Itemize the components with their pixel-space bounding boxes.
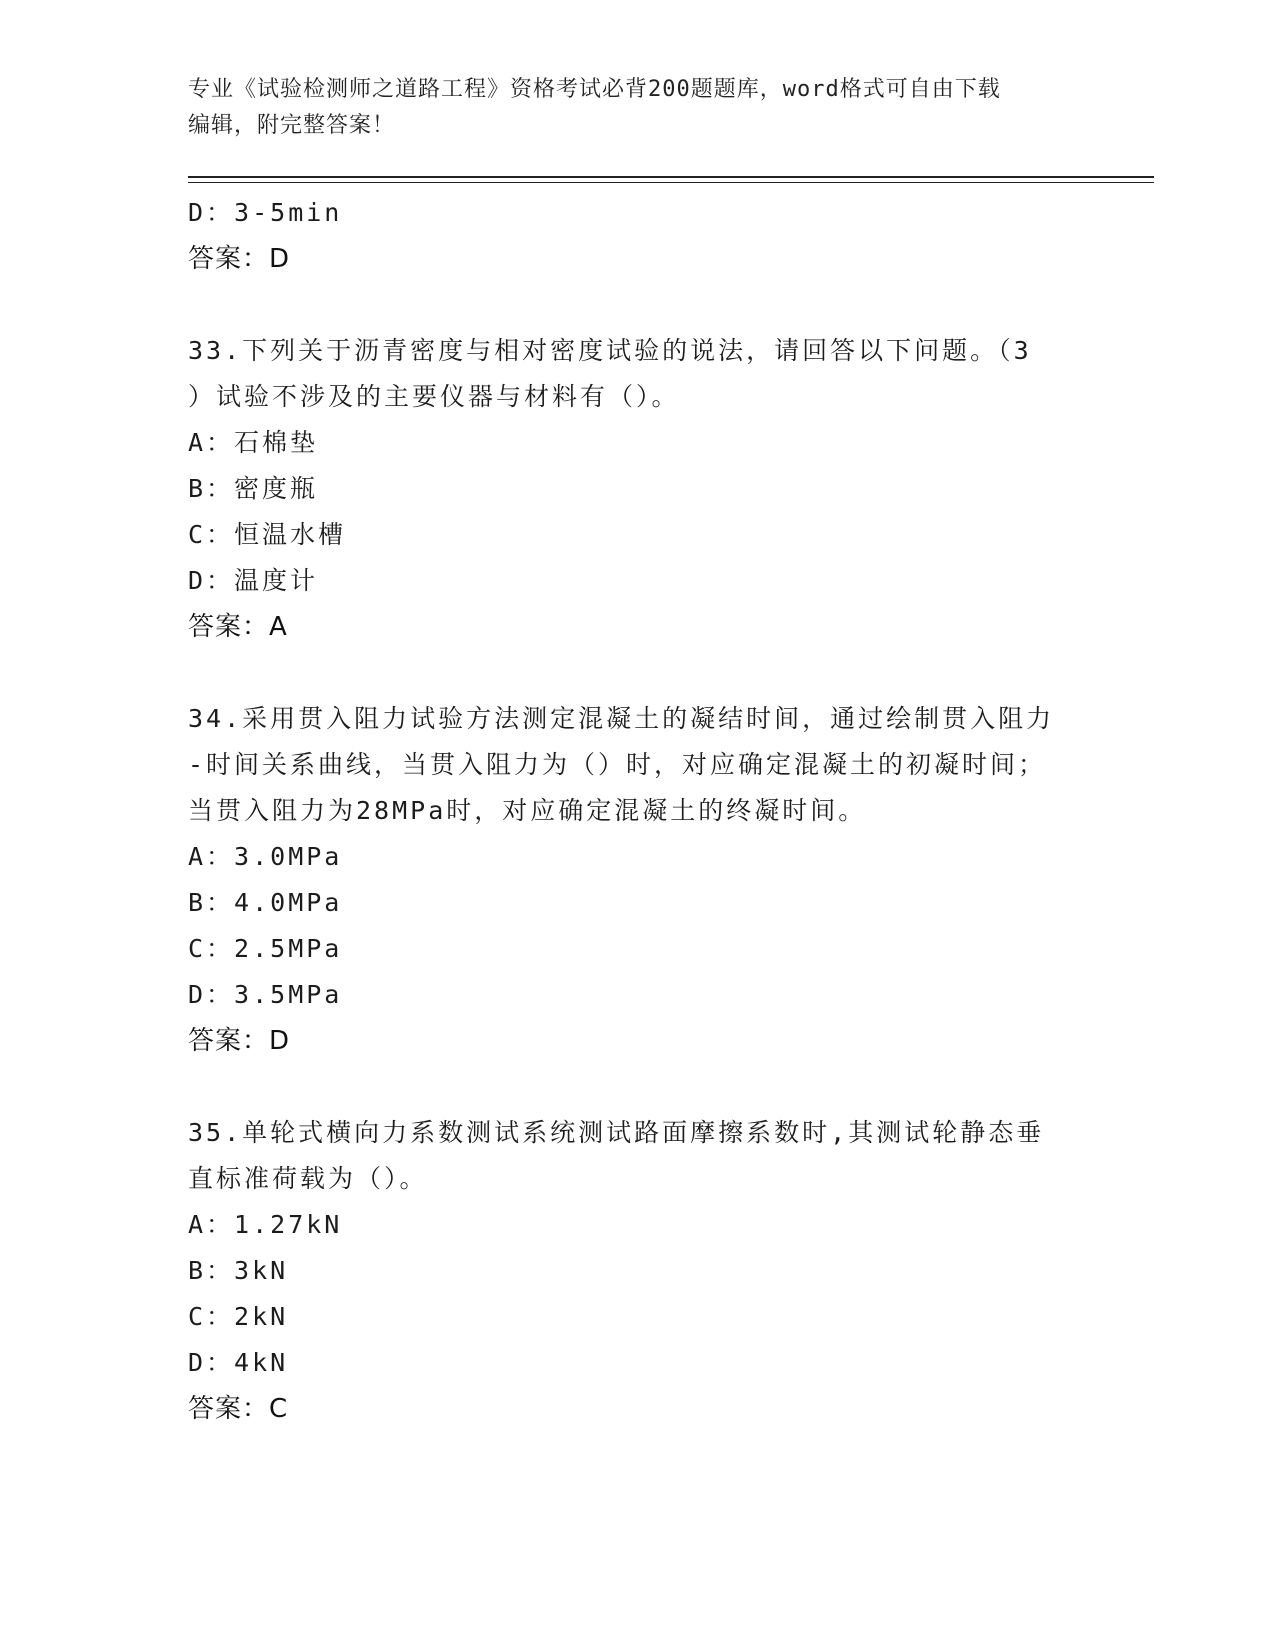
option-d: D：温度计 — [188, 566, 319, 595]
question-text — [188, 696, 1088, 834]
option-b: B：密度瓶 — [188, 474, 319, 503]
question-text-line: ）试验不涉及的主要仪器与材料有（）。 — [188, 382, 680, 411]
option-d: D：3.5MPa — [188, 980, 343, 1009]
question-text-line: -时间关系曲线，当贯入阻力为（）时，对应确定混凝土的初凝时间； — [188, 750, 1047, 779]
question-35 — [188, 1110, 1088, 1432]
option-d: D：4kN — [188, 1348, 289, 1377]
option-c: C：2.5MPa — [188, 934, 343, 963]
question-text-line: 当贯入阻力为28MPa时，对应确定混凝土的终凝时间。 — [188, 796, 867, 825]
option-c: C：恒温水槽 — [188, 520, 347, 549]
answer: 答案：D — [188, 1026, 291, 1056]
header-line-2: 编辑，附完整答案！ — [188, 113, 396, 138]
question-text-line: 34.采用贯入阻力试验方法测定混凝土的凝结时间，通过绘制贯入阻力 — [188, 704, 1055, 733]
option-b: B：3kN — [188, 1256, 289, 1285]
page-header — [188, 72, 1068, 144]
question-text — [188, 1110, 1088, 1202]
header-divider-thin — [188, 182, 1154, 183]
prev-option-d: D：3-5min — [188, 198, 343, 227]
spacer — [188, 1064, 1088, 1110]
question-text-line: 35.单轮式横向力系数测试系统测试路面摩擦系数时,其测试轮静态垂 — [188, 1118, 1045, 1147]
question-list — [188, 190, 1088, 1432]
option-c: C：2kN — [188, 1302, 289, 1331]
question-text-line: 33.下列关于沥青密度与相对密度试验的说法，请回答以下问题。（3 — [188, 336, 1032, 365]
option-a: A：石棉垫 — [188, 428, 319, 457]
spacer — [188, 282, 1088, 328]
header-divider-thick — [188, 176, 1154, 178]
spacer — [188, 650, 1088, 696]
answer: 答案：C — [188, 1394, 289, 1424]
question-text-line: 直标准荷载为（）。 — [188, 1164, 428, 1193]
header-line-1: 专业《试验检测师之道路工程》资格考试必背200题题库，word格式可自由下载 — [188, 77, 1001, 102]
answer: 答案：A — [188, 612, 288, 642]
prev-answer: 答案：D — [188, 244, 291, 274]
question-34 — [188, 696, 1088, 1064]
option-a: A：3.0MPa — [188, 842, 343, 871]
option-b: B：4.0MPa — [188, 888, 343, 917]
question-33 — [188, 328, 1088, 650]
question-text — [188, 328, 1088, 420]
option-a: A：1.27kN — [188, 1210, 343, 1239]
